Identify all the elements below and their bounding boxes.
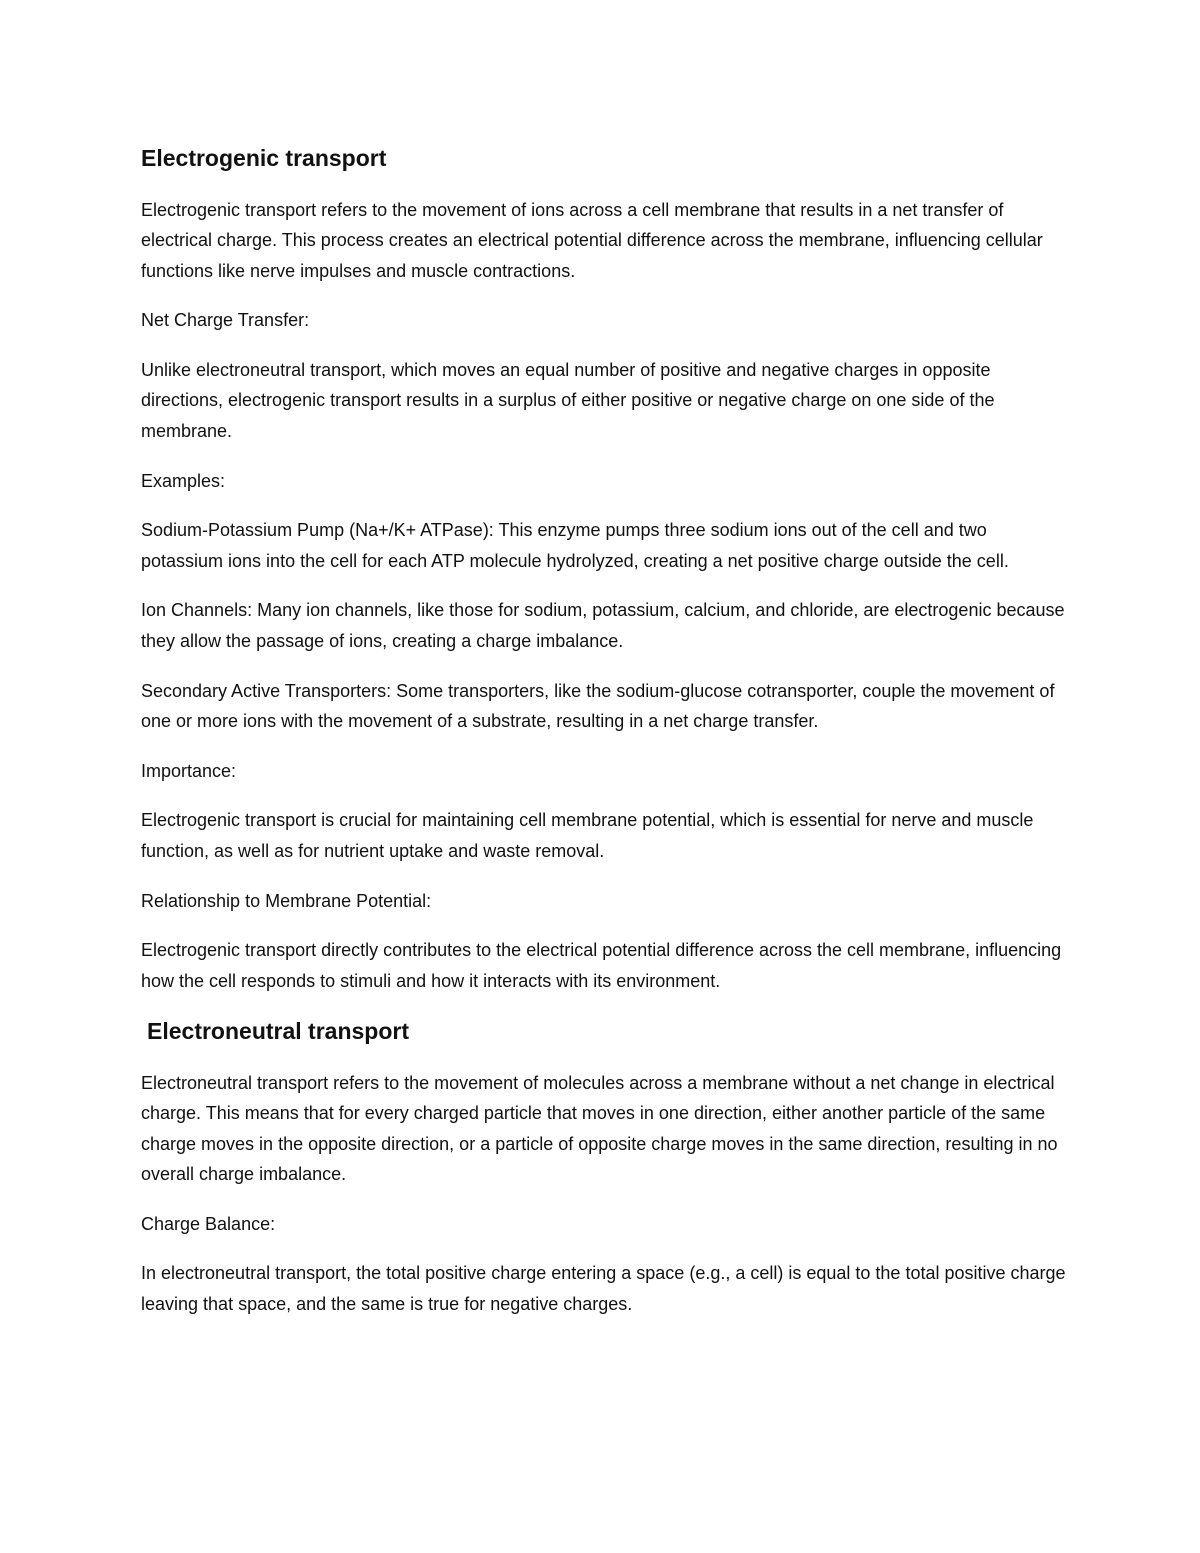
paragraph-example-secondary-transporters: Secondary Active Transporters: Some transporters, like the sodium-glucose cotransporter, couple the movement of one or more ions with the movement of a substrate, resulting in a net charge transfer. [141, 680, 1055, 731]
document-body [141, 143, 1071, 1339]
paragraph-example-ion-channels: Ion Channels: Many ion channels, like those for sodium, potassium, calcium, and chloride, are electrogenic because they allow the passage of ions, creating a charge imbalance. [141, 600, 1065, 651]
subheading-examples: Examples: [141, 470, 226, 491]
paragraph-electrogenic-definition: Electrogenic transport refers to the movement of ions across a cell membrane that results in a net transfer of electrical charge. This process creates an electrical potential difference across the membrane, influencing cellular functions like nerve impulses and muscle contractions. [141, 200, 1043, 281]
paragraph-membrane-potential: Electrogenic transport directly contributes to the electrical potential difference across the cell membrane, influencing how the cell responds to stimuli and how it interacts with its environment. [141, 940, 1062, 991]
subheading-membrane-potential: Relationship to Membrane Potential: [141, 890, 432, 911]
subheading-charge-balance: Charge Balance: [141, 1213, 276, 1234]
section-heading-electroneutral: Electroneutral transport [147, 1017, 409, 1044]
paragraph-importance: Electrogenic transport is crucial for maintaining cell membrane potential, which is essential for nerve and muscle function, as well as for nutrient uptake and waste removal. [141, 810, 1034, 861]
paragraph-example-sodium-potassium-pump: Sodium-Potassium Pump (Na+/K+ ATPase): This enzyme pumps three sodium ions out of the cell and two potassium ions into the cell for each ATP molecule hydrolyzed, creating a net positive charge outside the cell. [141, 520, 1009, 571]
section-heading-electrogenic: Electrogenic transport [141, 145, 387, 171]
subheading-net-charge-transfer: Net Charge Transfer: [141, 310, 310, 331]
paragraph-charge-balance: In electroneutral transport, the total positive charge entering a space (e.g., a cell) is equal to the total positive charge leaving that space, and the same is true for negative charges. [141, 1263, 1066, 1314]
paragraph-net-charge-transfer: Unlike electroneutral transport, which moves an equal number of positive and negative charges in opposite directions, electrogenic transport results in a surplus of either positive or negative charge on one side of the membrane. [141, 360, 995, 441]
paragraph-electroneutral-definition: Electroneutral transport refers to the movement of molecules across a membrane without a net change in electrical charge. This means that for every charged particle that moves in one direction, either another particle of the same charge moves in the opposite direction, or a particle of opposite charge moves in the same direction, resulting in no overall charge imbalance. [141, 1072, 1058, 1184]
subheading-importance: Importance: [141, 760, 237, 781]
